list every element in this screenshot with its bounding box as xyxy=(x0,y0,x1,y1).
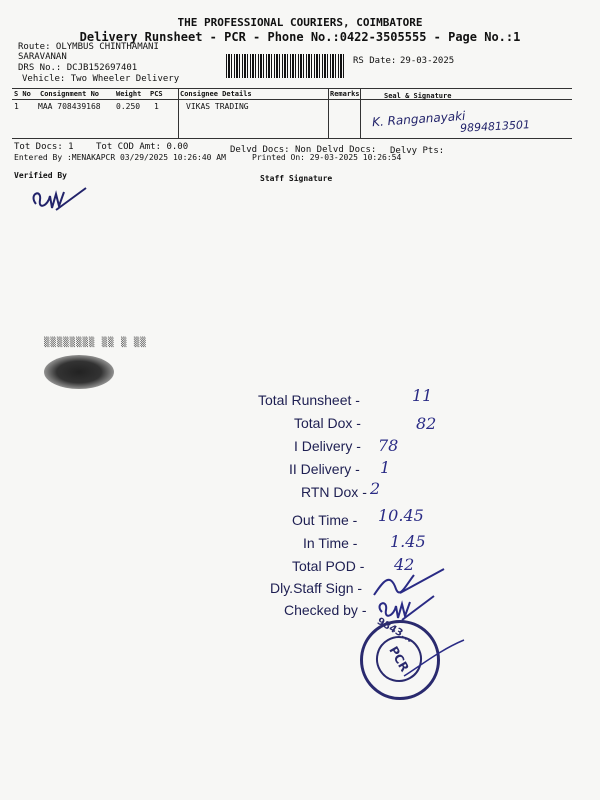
runsheet-title: Delivery Runsheet - PCR - Phone No.:0422-3505555 - Page No.:1 xyxy=(79,30,521,44)
col-header-consignment: Consignment No xyxy=(40,90,100,98)
staff-name: SARAVANAN xyxy=(18,52,67,62)
col-header-remarks: Remarks xyxy=(330,90,360,98)
summary-label-ii-delivery: II Delivery - xyxy=(289,461,360,477)
summary-value-in-time: 1.45 xyxy=(390,532,426,551)
summary-value-ii-delivery: 1 xyxy=(380,458,391,477)
receiver-phone: 9894813501 xyxy=(459,118,531,135)
tot-cod-amt: Tot COD Amt: 0.00 xyxy=(96,142,189,152)
summary-label-total-dox: Total Dox - xyxy=(294,415,361,431)
table-header-border xyxy=(12,99,572,100)
route-label: Route: OLYMBUS CHINTHAMANI xyxy=(18,42,159,52)
staff-signature-label: Staff Signature xyxy=(260,174,333,183)
table-col-divider xyxy=(360,88,361,138)
verified-signature-mark xyxy=(26,184,96,218)
col-header-consignee: Consignee Details xyxy=(180,90,252,98)
summary-value-rtn-dox: 2 xyxy=(370,479,381,498)
col-header-weight: Weight xyxy=(116,90,142,98)
table-bottom-border xyxy=(12,138,572,139)
summary-value-total-runsheet: 11 xyxy=(412,386,433,405)
delvd-docs: Delvd Docs: xyxy=(230,145,290,155)
tot-docs: Tot Docs: 1 xyxy=(14,142,74,152)
stamp-center-text: PCR xyxy=(368,628,431,691)
summary-label-i-delivery: I Delivery - xyxy=(294,438,361,454)
table-col-divider xyxy=(328,88,329,138)
summary-value-total-pod: 42 xyxy=(394,555,415,574)
vehicle-type: Vehicle: Two Wheeler Delivery xyxy=(22,74,180,84)
row-weight: 0.250 xyxy=(116,102,141,111)
summary-label-total-runsheet: Total Runsheet - xyxy=(258,392,360,408)
summary-label-in-time: In Time - xyxy=(303,535,358,551)
table-col-divider xyxy=(178,88,179,138)
delvy-pts: Delvy Pts: xyxy=(390,146,445,156)
verified-by-label: Verified By xyxy=(14,171,67,180)
col-header-pcs: PCS xyxy=(150,90,163,98)
receiver-signature: K. Ranganayaki xyxy=(371,108,466,130)
row-pcs: 1 xyxy=(154,102,159,111)
stamp-ring-text: 9843... xyxy=(374,615,415,646)
non-delvd-docs: Non Delvd Docs: xyxy=(295,145,377,155)
printed-on: Printed On: 29-03-2025 10:26:54 xyxy=(252,153,402,162)
col-header-signature: Seal & Signature xyxy=(384,92,452,100)
summary-value-total-dox: 82 xyxy=(416,414,437,433)
stamp-signature-stroke xyxy=(400,636,470,686)
row-consignment-no: MAA 708439168 xyxy=(38,102,101,111)
faded-stamp-text: ▒▒▒▒▒▒▒▒ ▒▒ ▒ ▒▒ xyxy=(44,338,147,348)
drs-number: DRS No.: DCJB152697401 xyxy=(18,63,138,73)
row-consignee: VIKAS TRADING xyxy=(186,102,249,111)
company-name: THE PROFESSIONAL COURIERS, COIMBATORE xyxy=(177,16,423,29)
summary-label-dly-staff-sign: Dly.Staff Sign - xyxy=(270,580,363,596)
entered-by: Entered By :MENAKAPCR 03/29/2025 10:26:40 AM xyxy=(14,153,226,162)
summary-label-rtn-dox: RTN Dox - xyxy=(301,484,367,500)
rs-date: 29-03-2025 xyxy=(400,56,455,66)
summary-label-total-pod: Total POD - xyxy=(292,558,365,574)
row-sno: 1 xyxy=(14,102,19,111)
summary-label-checked-by: Checked by - xyxy=(284,602,367,618)
col-header-sno: S No xyxy=(14,90,31,98)
summary-label-out-time: Out Time - xyxy=(292,512,358,528)
table-top-border xyxy=(12,88,572,89)
barcode xyxy=(226,54,344,78)
summary-value-i-delivery: 78 xyxy=(378,436,399,455)
summary-value-out-time: 10.45 xyxy=(378,506,424,525)
rs-date-label: RS Date: xyxy=(353,56,397,66)
ink-smudge xyxy=(44,355,114,389)
